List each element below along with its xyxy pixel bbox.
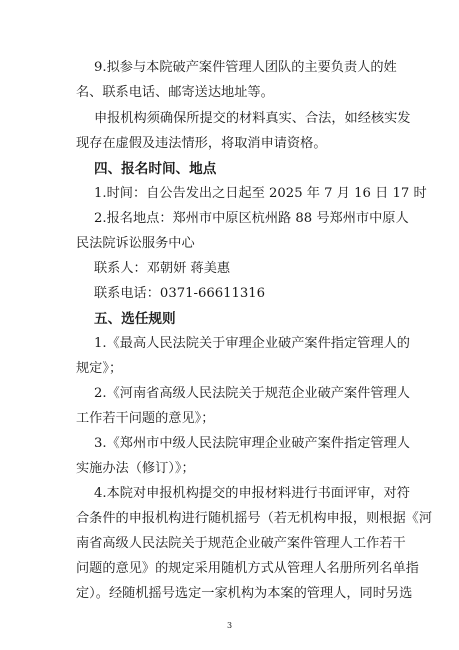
text-line: 1.《最高人民法院关于审理企业破产案件指定管理人的 [94, 336, 410, 351]
text-line: 合条件的申报机构进行随机摇号（若无机构申报，则根据《河 [76, 511, 433, 526]
text-line: 定）。经随机摇号选定一家机构为本案的管理人，同时另选 [76, 586, 413, 601]
text-line: 南省高级人民法院关于规范企业破产案件管理人工作若干 [76, 536, 406, 551]
text-line: 联系人：邓朝妍 蒋美惠 [94, 261, 231, 276]
text-line: 问题的意见》的规定采用随机方式从管理人名册所列名单指 [76, 561, 419, 576]
text-line: 9.拟参与本院破产案件管理人团队的主要负责人的姓 [94, 60, 397, 75]
text-line: 1.时间：自公告发出之日起至 2025 年 7 月 16 日 17 时 [94, 186, 427, 201]
text-line: 工作若干问题的意见》； [76, 411, 215, 426]
text-line: 2.报名地点：郑州市中原区杭州路 88 号郑州市中原人 [94, 211, 409, 226]
text-line: 实施办法（修订）》； [76, 461, 195, 476]
page-number: 3 [226, 621, 233, 630]
text-line: 3.《郑州市中级人民法院审理企业破产案件指定管理人 [94, 436, 410, 451]
text-line: 2.《河南省高级人民法院关于规范企业破产案件管理人 [94, 386, 410, 401]
text-line: 4.本院对申报机构提交的申报材料进行书面评审，对符 [94, 486, 410, 501]
text-line: 现存在虚假及违法情形，将取消申请资格。 [76, 136, 327, 151]
text-line: 申报机构须确保所提交的材料真实、合法，如经核实发 [94, 111, 411, 126]
text-line: 联系电话：0371-66611316 [94, 286, 266, 301]
section-heading: 四、报名时间、地点 [94, 161, 217, 177]
section-heading: 五、选任规则 [94, 311, 176, 327]
text-line: 规定》； [76, 361, 123, 376]
text-line: 民法院诉讼服务中心 [76, 236, 195, 251]
text-line: 名、联系电话、邮寄送达地址等。 [76, 85, 274, 100]
